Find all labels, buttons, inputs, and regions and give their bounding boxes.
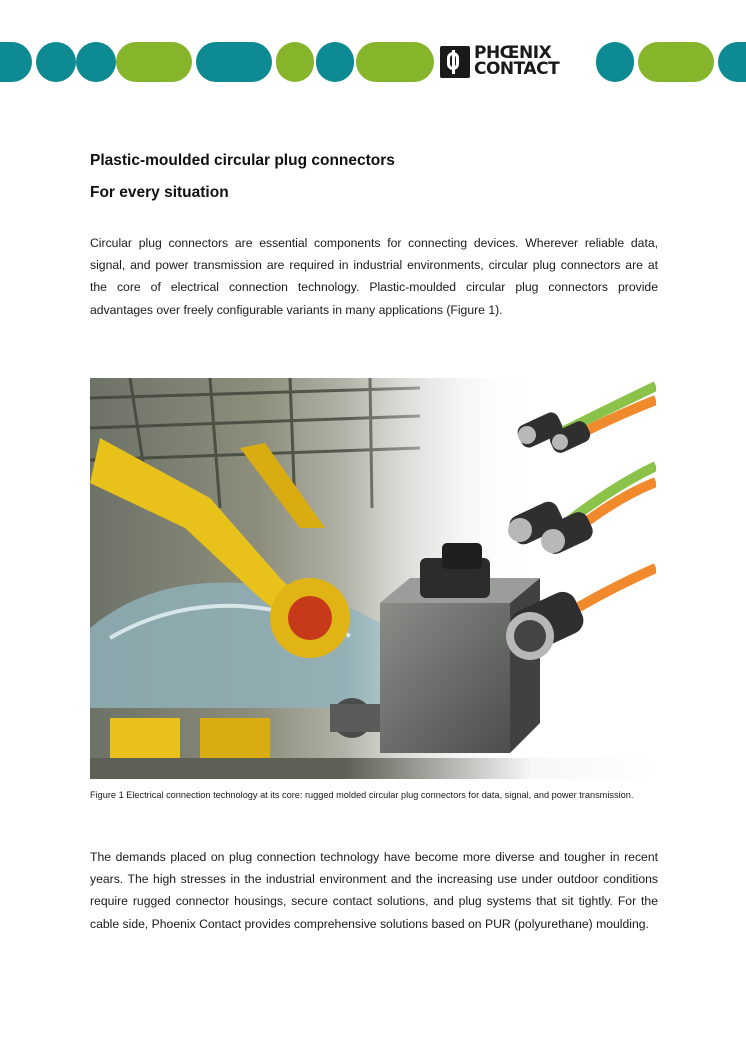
green-pill-decoration: [356, 42, 434, 82]
article-title: Plastic-moulded circular plug connectors: [90, 152, 395, 169]
teal-circle-decoration: [596, 42, 634, 82]
logo-text-phoenix: PHŒNIX: [474, 43, 552, 63]
logo-text-contact: CONTACT: [474, 59, 560, 79]
teal-circle-decoration: [0, 42, 32, 82]
green-circle-decoration: [276, 42, 314, 82]
phoenix-contact-logo: [440, 45, 592, 79]
intro-paragraph: Circular plug connectors are essential components for connecting devices. Wherever reliable data, signal, and power transmission are required in industrial environments, circular plug connectors are at the core of electrical connection technology. Plastic-moulded circular plug connectors provide advantages over freely configurable variants in many applications (Figure 1).: [90, 236, 658, 317]
figure-caption: Figure 1 Electrical connection technology at its core: rugged molded circular plug connectors for data, signal, and power transmission.: [90, 790, 634, 800]
teal-circle-decoration: [76, 42, 116, 82]
teal-circle-decoration: [316, 42, 354, 82]
teal-pill-decoration: [196, 42, 272, 82]
body-paragraph: The demands placed on plug connection technology have become more diverse and tougher in recent years. The high stresses in the industrial environment and the increasing use under outdoor conditions require rugged connector housings, secure contact solutions, and plug systems that sit tightly. For the cable side, Phoenix Contact provides comprehensive solutions based on PUR (polyurethane) moulding.: [90, 850, 658, 931]
logo-mark-icon: [440, 46, 470, 78]
article-subtitle: For every situation: [90, 184, 229, 201]
green-pill-decoration: [638, 42, 714, 82]
green-pill-decoration: [116, 42, 192, 82]
figure-1-image: [90, 378, 656, 779]
brand-header-band: [0, 42, 746, 82]
teal-circle-decoration: [36, 42, 76, 82]
teal-circle-decoration: [718, 42, 746, 82]
factory-connectors-illustration: [90, 378, 656, 779]
